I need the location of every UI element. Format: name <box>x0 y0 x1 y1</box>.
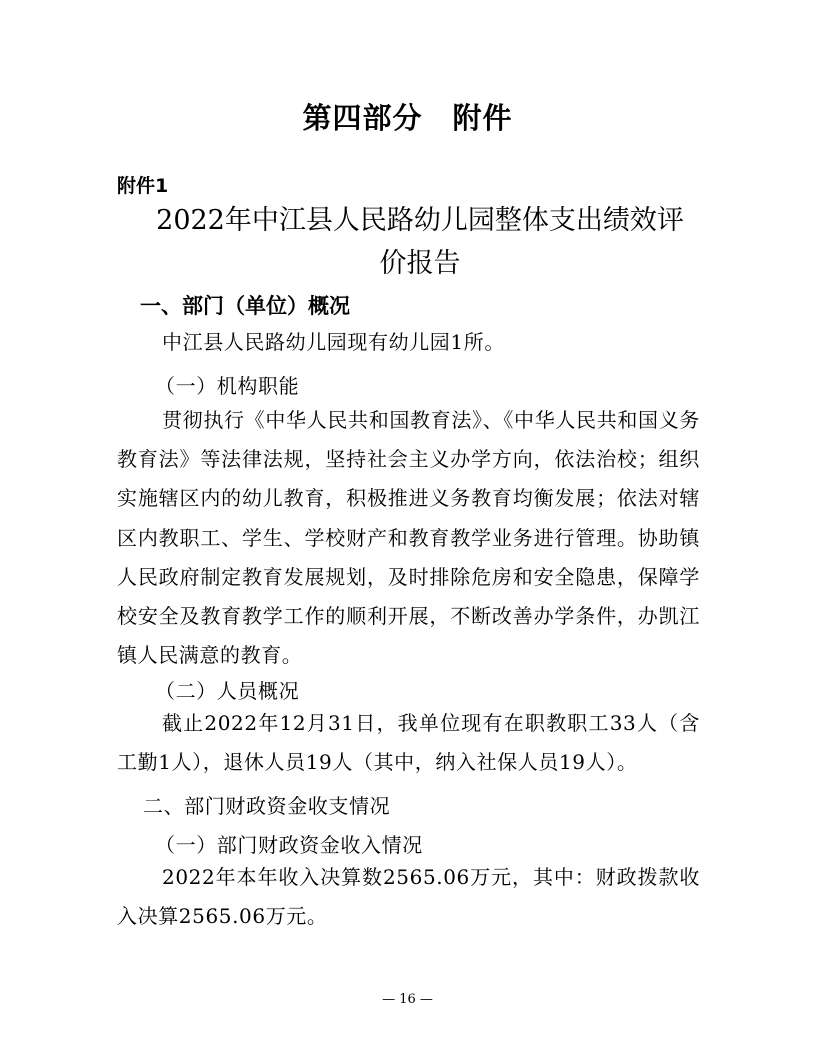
income-paragraph: 2022年本年收入决算数2565.06万元，其中：财政拨款收入决算2565.06万元。 <box>117 865 700 929</box>
duties-paragraph: 贯彻执行《中华人民共和国教育法》、《中华人民共和国义务教育法》等法律法规，坚持社会主义办学方向，依法治校；组织实施辖区内的幼儿教育，积极推进义务教育均衡发展；依法对辖区内教职工、学生、学校财产和教育教学业务进行管理。协助镇人民政府制定教育发展规划，及时排除危房和安全隐患，保障学校安全及教育教学工作的顺利开展，不断改善办学条件，办凯江镇人民满意的教育。 <box>117 408 700 668</box>
attachment-label: 附件1 <box>117 175 169 197</box>
subsection-heading-staff: （二）人员概况 <box>155 679 300 703</box>
staff-paragraph: 截止2022年12月31日，我单位现有在职教职工33人（含工勤1人），退休人员19人（其中，纳入社保人员19人）。 <box>117 711 700 775</box>
page-number: — 16 — <box>382 992 433 1007</box>
report-title: 2022年中江县人民路幼儿园整体支出绩效评价报告 <box>156 205 684 279</box>
part-title: 第四部分 附件 <box>302 101 513 135</box>
section-heading-overview: 一、部门（单位）概况 <box>140 294 350 318</box>
section-heading-finance: 二、部门财政资金收支情况 <box>143 794 391 818</box>
subsection-heading-income: （一）部门财政资金收入情况 <box>155 833 423 857</box>
intro-paragraph: 中江县人民路幼儿园现有幼儿园1所。 <box>162 330 505 354</box>
subsection-heading-duties: （一）机构职能 <box>155 374 300 398</box>
